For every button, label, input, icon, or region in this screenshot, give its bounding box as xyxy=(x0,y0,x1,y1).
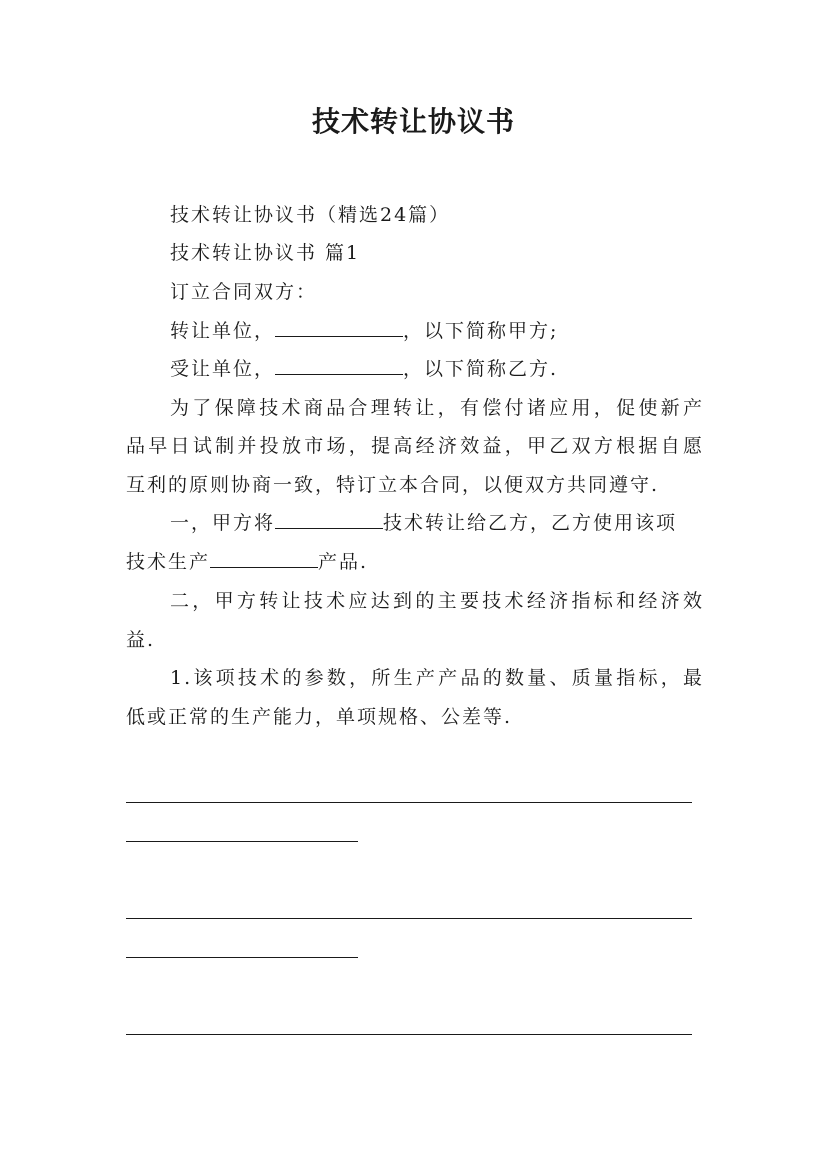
transferor-blank xyxy=(275,319,403,337)
transferor-line xyxy=(170,316,558,343)
clause1-product-blank xyxy=(210,550,318,568)
clause1-suffix: 技术转让给乙方，乙方使用该项 xyxy=(383,512,678,534)
clause1-line2-suffix: 产品. xyxy=(318,551,369,573)
transferee-suffix: ，以下简称乙方. xyxy=(403,358,559,380)
parties-heading: 订立合同双方： xyxy=(170,281,318,303)
section-heading: 技术转让协议书 篇1 xyxy=(170,242,361,264)
document-subtitle: 技术转让协议书（精选24篇） xyxy=(170,204,451,226)
transferee-label: 受让单位， xyxy=(170,358,276,380)
fill-in-rule-5 xyxy=(126,1034,692,1035)
transferor-suffix: ，以下简称甲方; xyxy=(403,320,559,342)
clause1-line-1 xyxy=(170,508,677,535)
document-title: 技术转让协议书 xyxy=(311,105,515,138)
clause1-prefix: 一，甲方将 xyxy=(170,512,276,534)
transferee-blank xyxy=(275,357,403,375)
fill-in-rule-2 xyxy=(126,841,358,842)
fill-in-rule-4 xyxy=(126,957,358,958)
item1-line-2: 低或正常的生产能力，单项规格、公差等. xyxy=(126,706,513,728)
transferor-label: 转让单位， xyxy=(170,320,276,342)
clause1-line-2 xyxy=(126,547,368,574)
clause2-line-2: 益. xyxy=(126,629,156,651)
transferee-line xyxy=(170,354,558,381)
purpose-line-3: 互利的原则协商一致，特订立本合同，以便双方共同遵守. xyxy=(126,474,660,496)
clause1-line2-prefix: 技术生产 xyxy=(126,551,211,573)
item1-line-1: 1.该项技术的参数，所生产产品的数量、质量指标，最 xyxy=(170,667,704,689)
purpose-line-1: 为了保障技术商品合理转让，有偿付诸应用，促使新产 xyxy=(170,397,704,419)
fill-in-rule-3 xyxy=(126,918,692,919)
clause1-technology-blank xyxy=(275,511,383,529)
fill-in-rule-1 xyxy=(126,802,692,803)
clause2-line-1: 二，甲方转让技术应达到的主要技术经济指标和经济效 xyxy=(170,590,704,612)
purpose-line-2: 品早日试制并投放市场，提高经济效益，甲乙双方根据自愿 xyxy=(126,435,704,457)
